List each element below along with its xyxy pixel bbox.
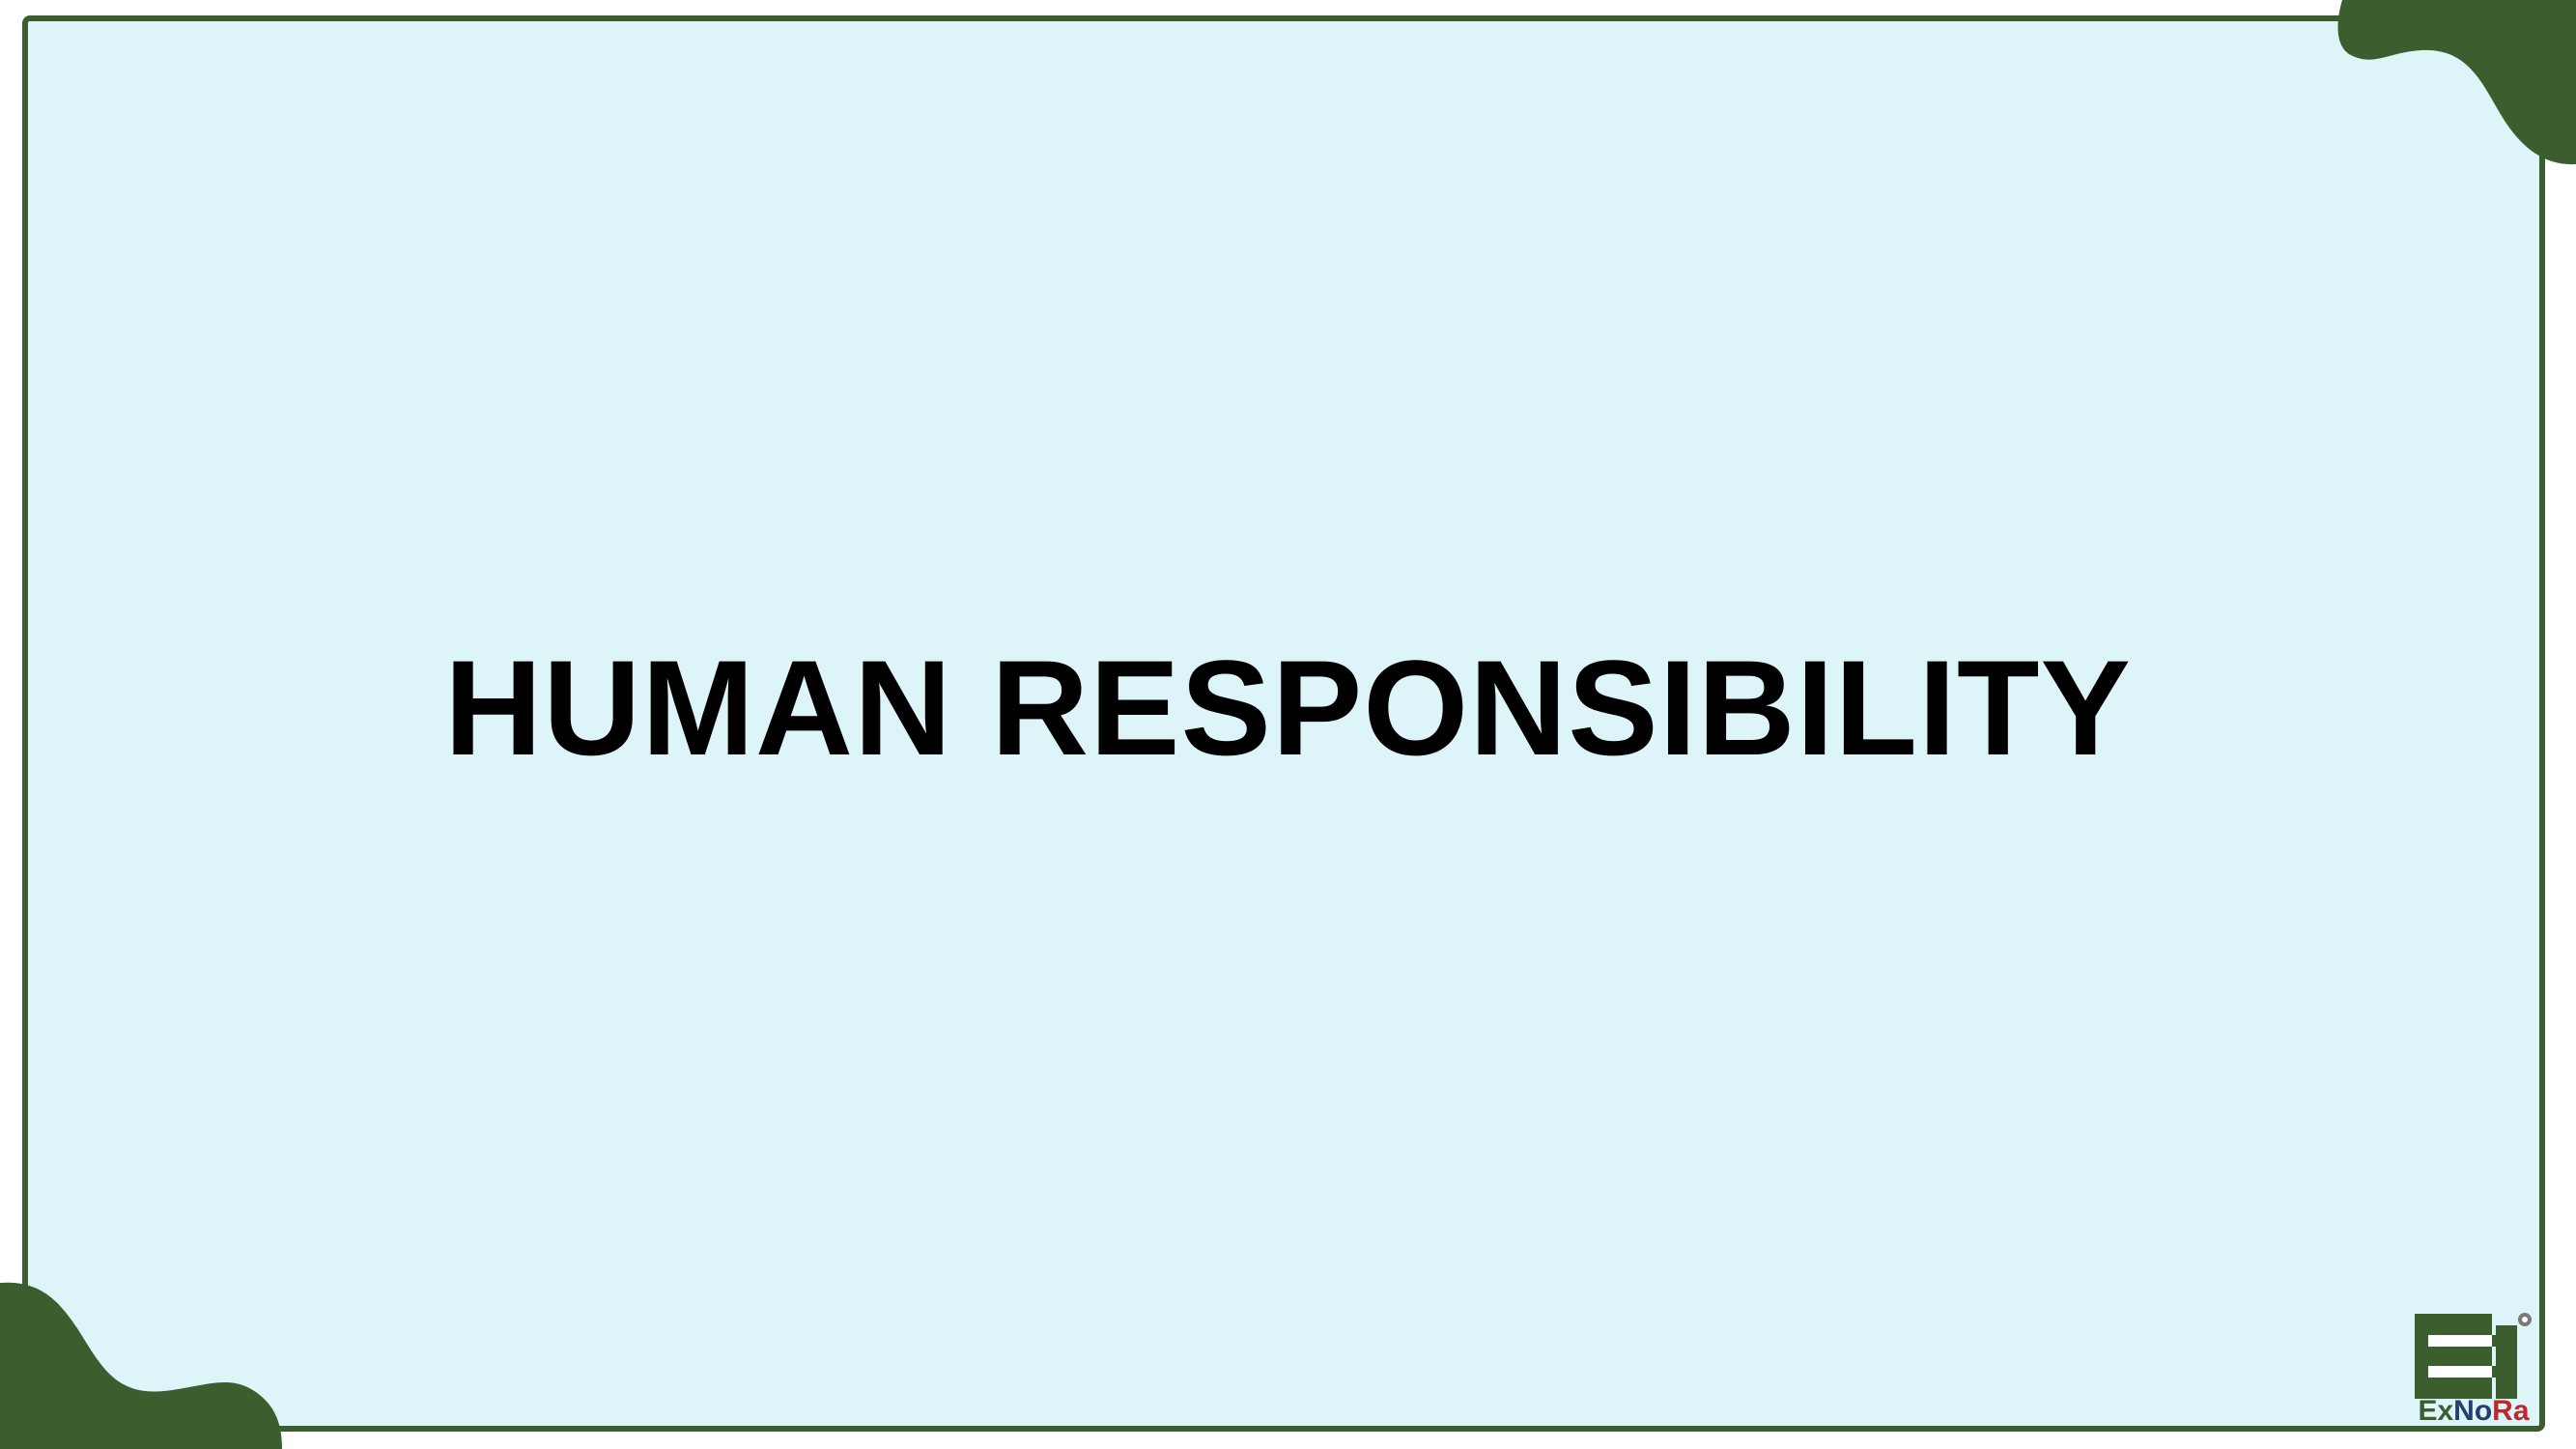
exnora-logo-icon	[2415, 1312, 2536, 1399]
logo-text-ex: Ex	[2418, 1395, 2454, 1427]
logo-text-ra: Ra	[2492, 1395, 2530, 1427]
exnora-logo	[2411, 1312, 2536, 1428]
top-right-corner-decoration	[2296, 0, 2576, 169]
slide-title: HUMAN RESPONSIBILITY	[444, 632, 2132, 783]
logo-text-no: No	[2453, 1395, 2493, 1427]
exnora-logo-text	[2411, 1395, 2536, 1428]
bottom-left-corner-decoration	[0, 1275, 290, 1449]
